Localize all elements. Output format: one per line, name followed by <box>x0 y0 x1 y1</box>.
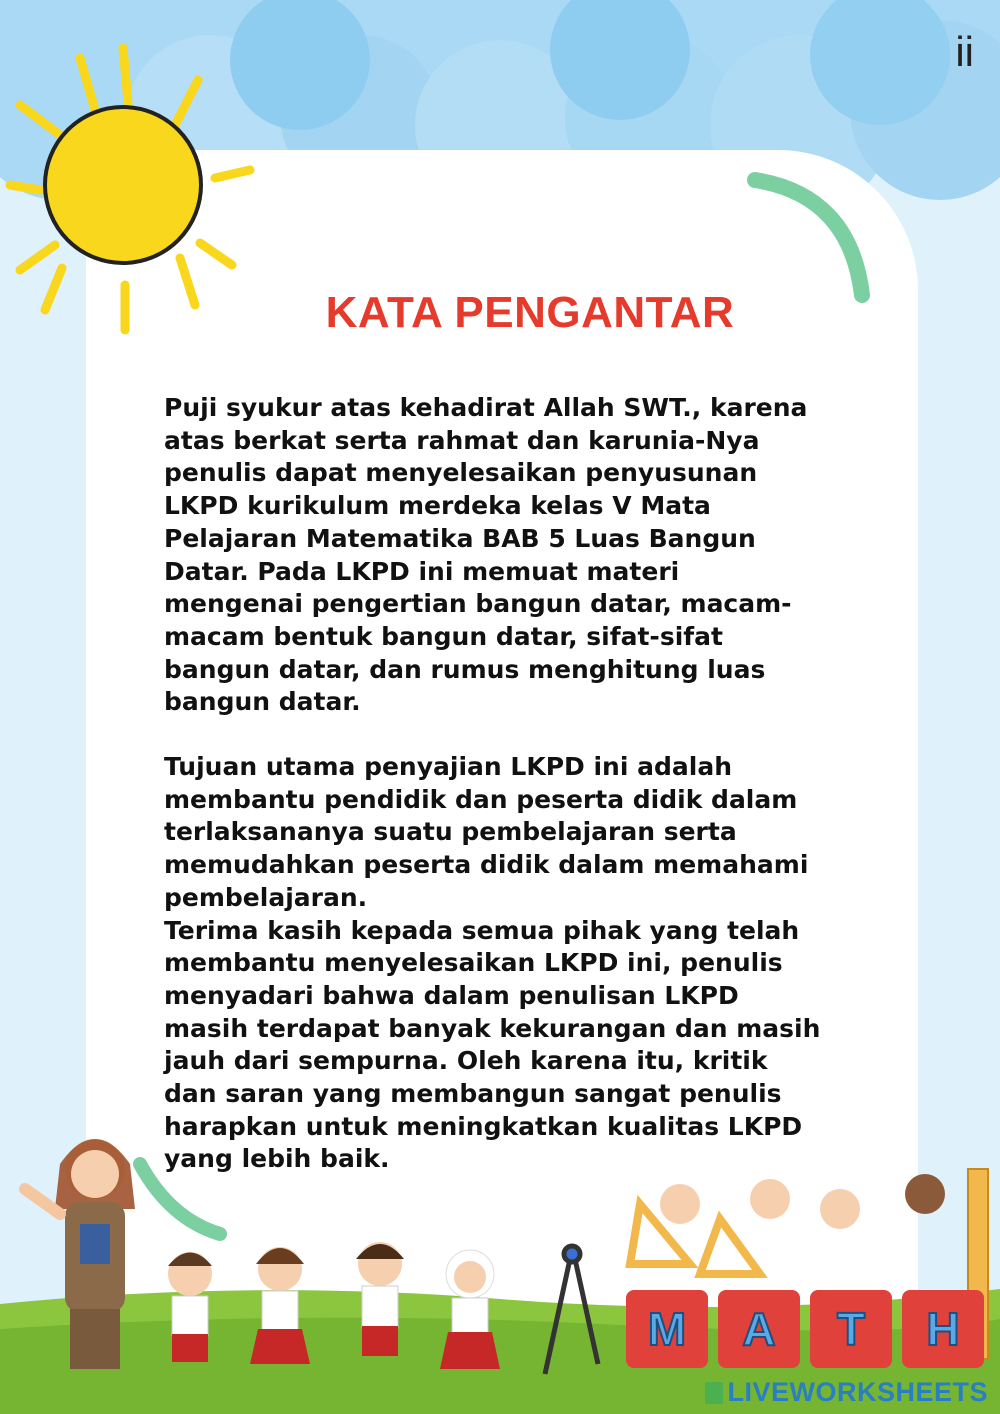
watermark-text: LIVEWORKSHEETS <box>727 1377 988 1407</box>
page-title: KATA PENGANTAR <box>325 288 735 337</box>
paragraph-3: Terima kasih kepada semua pihak yang telah membantu menyelesaikan LKPD ini, penulis menyadari bahwa dalam penulisan LKPD masih terdapat banyak kekurangan dan masih jauh dari sempurna. Oleh karena itu, kritik dan saran yang membangun sangat penulis harapkan untuk meningkatkan kualitas LKPD yang lebih baik. <box>164 915 821 1174</box>
math-block-a-letter: A <box>742 1303 776 1355</box>
liveworksheets-watermark[interactable] <box>705 1377 988 1408</box>
math-block-m-letter: M <box>647 1303 687 1355</box>
math-blocks <box>626 1290 996 1380</box>
liveworksheets-logo-icon <box>705 1382 723 1404</box>
math-block-h <box>902 1290 984 1368</box>
math-block-a <box>718 1290 800 1368</box>
page-number: ii <box>955 28 974 75</box>
paragraph-2: Tujuan utama penyajian LKPD ini adalah membantu pendidik dan peserta didik dalam terlaksananya suatu pembelajaran serta memudahkan peserta didik dalam memahami pembelajaran. <box>164 752 809 912</box>
math-block-t <box>810 1290 892 1368</box>
math-block-m <box>626 1290 708 1368</box>
math-block-h-letter: H <box>926 1303 960 1355</box>
paragraph-1: Puji syukur atas kehadirat Allah SWT., karena atas berkat serta rahmat dan karunia-Nya penulis dapat menyelesaikan penyusunan LKPD kurikulum merdeka kelas V Mata Pelajaran Matematika BAB 5 Luas Bangun Datar. Pada LKPD ini memuat materi mengenai pengertian bangun datar, macam- macam bentuk bangun datar, sifat-sifat bangun datar, dan rumus menghitung luas bangun datar. <box>164 393 808 717</box>
math-block-t-letter: T <box>836 1303 866 1355</box>
preface-body <box>164 392 864 1176</box>
